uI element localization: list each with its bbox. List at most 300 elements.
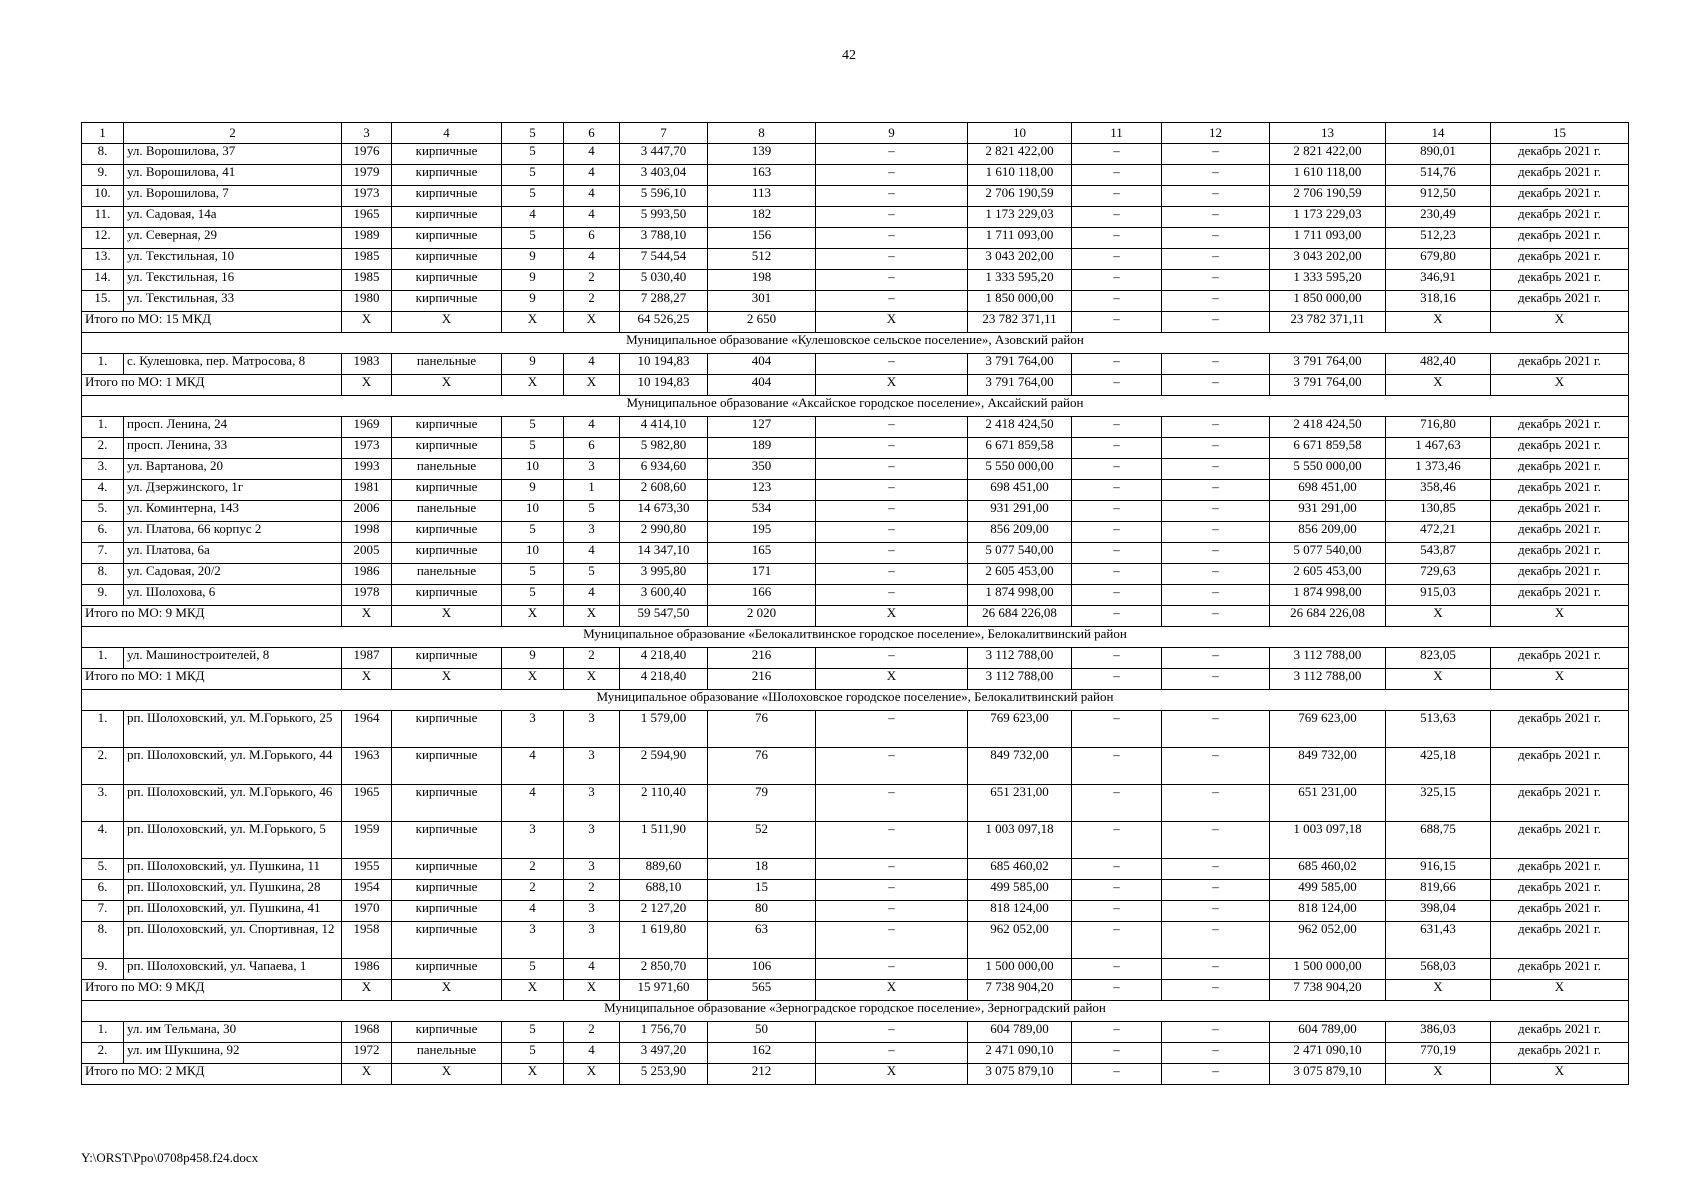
- table-cell: –: [1072, 922, 1162, 959]
- table-row: [82, 748, 1629, 785]
- table-cell: 472,21: [1386, 522, 1491, 543]
- table-cell: 2 110,40: [620, 785, 708, 822]
- address-cell: ул. Садовая, 14а: [124, 207, 342, 228]
- table-cell: –: [816, 901, 968, 922]
- table-cell: 10: [502, 501, 564, 522]
- table-cell: 1.: [82, 711, 124, 748]
- table-cell: 1987: [342, 648, 392, 669]
- section-row: [82, 333, 1629, 354]
- table-cell: 3: [564, 748, 620, 785]
- total-cell: 3 075 879,10: [1270, 1064, 1386, 1085]
- table-row: [82, 144, 1629, 165]
- table-cell: –: [1072, 291, 1162, 312]
- total-cell: 3 112 788,00: [968, 669, 1072, 690]
- table-cell: 5: [502, 1043, 564, 1064]
- table-cell: 1998: [342, 522, 392, 543]
- table-cell: –: [1162, 1022, 1270, 1043]
- table-cell: 819,66: [1386, 880, 1491, 901]
- total-cell: X: [564, 606, 620, 627]
- page-number: 42: [842, 48, 856, 63]
- table-cell: 1983: [342, 354, 392, 375]
- table-cell: 1 579,00: [620, 711, 708, 748]
- table-cell: 2 821 422,00: [1270, 144, 1386, 165]
- table-cell: 915,03: [1386, 585, 1491, 606]
- header-cell: 9: [816, 123, 968, 144]
- section-title: Муниципальное образование «Кулешовское сельское поселение», Азовский район: [82, 333, 1629, 354]
- table-cell: кирпичные: [392, 480, 502, 501]
- table-cell: 14 673,30: [620, 501, 708, 522]
- table-cell: декабрь 2021 г.: [1491, 859, 1629, 880]
- table-cell: 5 982,80: [620, 438, 708, 459]
- address-cell: ул. Ворошилова, 41: [124, 165, 342, 186]
- address-cell: ул. им Тельмана, 30: [124, 1022, 342, 1043]
- housing-table: [81, 122, 1629, 1085]
- table-cell: –: [1072, 270, 1162, 291]
- table-cell: 890,01: [1386, 144, 1491, 165]
- table-cell: 4: [502, 901, 564, 922]
- table-cell: 5: [502, 417, 564, 438]
- table-cell: 6 671 859,58: [968, 438, 1072, 459]
- total-cell: X: [1491, 375, 1629, 396]
- table-cell: –: [1072, 522, 1162, 543]
- table-cell: –: [1072, 249, 1162, 270]
- table-cell: 3 112 788,00: [968, 648, 1072, 669]
- table-cell: 4: [564, 417, 620, 438]
- table-cell: –: [1072, 207, 1162, 228]
- table-cell: 5: [564, 564, 620, 585]
- table-cell: –: [1162, 711, 1270, 748]
- table-row: [82, 1043, 1629, 1064]
- table-cell: 5 030,40: [620, 270, 708, 291]
- address-cell: рп. Шолоховский, ул. Спортивная, 12: [124, 922, 342, 959]
- table-cell: 2.: [82, 438, 124, 459]
- table-cell: 5: [502, 165, 564, 186]
- table-cell: 716,80: [1386, 417, 1491, 438]
- total-cell: X: [342, 1064, 392, 1085]
- table-cell: кирпичные: [392, 880, 502, 901]
- table-cell: –: [1162, 822, 1270, 859]
- table-cell: 15.: [82, 291, 124, 312]
- table-cell: 931 291,00: [1270, 501, 1386, 522]
- table-cell: 165: [708, 543, 816, 564]
- total-row: [82, 980, 1629, 1001]
- total-label: Итого по МО: 15 МКД: [82, 312, 342, 333]
- table-cell: 685 460,02: [968, 859, 1072, 880]
- table-cell: 8.: [82, 144, 124, 165]
- table-cell: –: [1162, 249, 1270, 270]
- table-cell: 2: [564, 880, 620, 901]
- table-cell: 4: [564, 165, 620, 186]
- table-cell: 10: [502, 459, 564, 480]
- table-cell: панельные: [392, 459, 502, 480]
- table-cell: 1 173 229,03: [968, 207, 1072, 228]
- address-cell: ул. Машиностроителей, 8: [124, 648, 342, 669]
- total-cell: X: [502, 669, 564, 690]
- table-cell: 3 403,04: [620, 165, 708, 186]
- table-cell: 849 732,00: [968, 748, 1072, 785]
- total-cell: 2 020: [708, 606, 816, 627]
- table-row: [82, 785, 1629, 822]
- table-cell: панельные: [392, 354, 502, 375]
- table-cell: 1 619,80: [620, 922, 708, 959]
- table-row: [82, 438, 1629, 459]
- table-cell: –: [816, 711, 968, 748]
- table-cell: 5: [502, 1022, 564, 1043]
- table-cell: 318,16: [1386, 291, 1491, 312]
- table-cell: 1965: [342, 785, 392, 822]
- table-cell: кирпичные: [392, 585, 502, 606]
- section-row: [82, 627, 1629, 648]
- total-cell: X: [1491, 1064, 1629, 1085]
- table-cell: 4.: [82, 822, 124, 859]
- section-title: Муниципальное образование «Зерноградское городское поселение», Зерноградский район: [82, 1001, 1629, 1022]
- table-cell: 5: [502, 186, 564, 207]
- table-cell: –: [1162, 186, 1270, 207]
- table-cell: –: [1072, 785, 1162, 822]
- table-cell: –: [1072, 459, 1162, 480]
- table-cell: 113: [708, 186, 816, 207]
- table-row: [82, 959, 1629, 980]
- table-cell: 4 414,10: [620, 417, 708, 438]
- table-cell: –: [816, 648, 968, 669]
- address-cell: ул. Платова, 66 корпус 2: [124, 522, 342, 543]
- table-cell: –: [1072, 501, 1162, 522]
- table-cell: кирпичные: [392, 522, 502, 543]
- total-cell: X: [392, 980, 502, 1001]
- total-cell: X: [564, 312, 620, 333]
- table-cell: кирпичные: [392, 438, 502, 459]
- table-cell: 2: [564, 648, 620, 669]
- table-cell: –: [1162, 880, 1270, 901]
- table-cell: 63: [708, 922, 816, 959]
- table-row: [82, 564, 1629, 585]
- table-cell: 5.: [82, 859, 124, 880]
- table-cell: декабрь 2021 г.: [1491, 822, 1629, 859]
- table-cell: 14 347,10: [620, 543, 708, 564]
- table-row: [82, 648, 1629, 669]
- table-cell: 6: [564, 438, 620, 459]
- total-cell: X: [816, 606, 968, 627]
- table-cell: 1986: [342, 564, 392, 585]
- total-cell: X: [1386, 312, 1491, 333]
- table-cell: 1970: [342, 901, 392, 922]
- total-cell: –: [1072, 1064, 1162, 1085]
- table-cell: 7 288,27: [620, 291, 708, 312]
- table-cell: 350: [708, 459, 816, 480]
- table-cell: 4: [564, 585, 620, 606]
- table-cell: –: [1072, 748, 1162, 785]
- table-cell: 3: [502, 822, 564, 859]
- table-cell: декабрь 2021 г.: [1491, 711, 1629, 748]
- table-cell: 513,63: [1386, 711, 1491, 748]
- table-cell: –: [816, 165, 968, 186]
- table-cell: 76: [708, 711, 816, 748]
- table-row: [82, 165, 1629, 186]
- total-cell: X: [564, 669, 620, 690]
- table-cell: 2 608,60: [620, 480, 708, 501]
- table-cell: 182: [708, 207, 816, 228]
- table-cell: декабрь 2021 г.: [1491, 1043, 1629, 1064]
- table-cell: 230,49: [1386, 207, 1491, 228]
- table-cell: –: [1162, 859, 1270, 880]
- table-cell: кирпичные: [392, 859, 502, 880]
- address-cell: ул. Садовая, 20/2: [124, 564, 342, 585]
- table-cell: –: [1072, 648, 1162, 669]
- section-title: Муниципальное образование «Белокалитвинское городское поселение», Белокалитвинский район: [82, 627, 1629, 648]
- table-cell: –: [816, 291, 968, 312]
- table-cell: 3 447,70: [620, 144, 708, 165]
- table-cell: –: [816, 564, 968, 585]
- table-cell: 18: [708, 859, 816, 880]
- table-cell: 1.: [82, 1022, 124, 1043]
- table-cell: 9.: [82, 165, 124, 186]
- table-cell: –: [816, 480, 968, 501]
- table-cell: 1973: [342, 438, 392, 459]
- address-cell: рп. Шолоховский, ул. Чапаева, 1: [124, 959, 342, 980]
- table-cell: 9: [502, 291, 564, 312]
- table-cell: 1 511,90: [620, 822, 708, 859]
- table-cell: 2 706 190,59: [1270, 186, 1386, 207]
- total-cell: X: [1491, 312, 1629, 333]
- table-cell: –: [816, 438, 968, 459]
- table-cell: декабрь 2021 г.: [1491, 880, 1629, 901]
- table-cell: –: [1162, 480, 1270, 501]
- table-cell: –: [816, 228, 968, 249]
- table-cell: 4: [564, 543, 620, 564]
- table-cell: 4: [564, 354, 620, 375]
- table-cell: 1985: [342, 270, 392, 291]
- table-cell: –: [816, 522, 968, 543]
- address-cell: с. Кулешовка, пер. Матросова, 8: [124, 354, 342, 375]
- table-row: [82, 901, 1629, 922]
- header-cell: 13: [1270, 123, 1386, 144]
- table-cell: кирпичные: [392, 291, 502, 312]
- table-cell: –: [1072, 880, 1162, 901]
- total-cell: X: [392, 375, 502, 396]
- table-cell: 3 788,10: [620, 228, 708, 249]
- table-cell: 166: [708, 585, 816, 606]
- table-cell: 3: [564, 922, 620, 959]
- table-cell: 2 594,90: [620, 748, 708, 785]
- table-cell: 3: [564, 901, 620, 922]
- table-cell: 5: [502, 144, 564, 165]
- total-cell: –: [1162, 1064, 1270, 1085]
- table-cell: –: [1162, 459, 1270, 480]
- total-cell: 23 782 371,11: [968, 312, 1072, 333]
- table-cell: –: [1162, 228, 1270, 249]
- footer-file-path: Y:\ORST\Ppo\0708p458.f24.docx: [81, 1150, 259, 1165]
- table-cell: –: [1072, 1043, 1162, 1064]
- table-cell: –: [1162, 522, 1270, 543]
- table-cell: 604 789,00: [1270, 1022, 1386, 1043]
- table-cell: 3: [564, 711, 620, 748]
- table-cell: 1.: [82, 417, 124, 438]
- table-cell: 9: [502, 648, 564, 669]
- table-cell: 2 605 453,00: [968, 564, 1072, 585]
- total-cell: X: [502, 606, 564, 627]
- address-cell: рп. Шолоховский, ул. М.Горького, 44: [124, 748, 342, 785]
- table-cell: 4: [564, 207, 620, 228]
- table-cell: –: [1162, 207, 1270, 228]
- section-row: [82, 396, 1629, 417]
- table-cell: 3: [502, 711, 564, 748]
- table-cell: 3: [564, 859, 620, 880]
- table-cell: 1 333 595,20: [1270, 270, 1386, 291]
- table-cell: 6: [564, 228, 620, 249]
- table-cell: кирпичные: [392, 648, 502, 669]
- total-label: Итого по МО: 2 МКД: [82, 1064, 342, 1085]
- table-row: [82, 585, 1629, 606]
- total-cell: X: [564, 375, 620, 396]
- address-cell: рп. Шолоховский, ул. М.Горького, 46: [124, 785, 342, 822]
- table-row: [82, 859, 1629, 880]
- table-cell: –: [1162, 417, 1270, 438]
- table-cell: 325,15: [1386, 785, 1491, 822]
- table-cell: 50: [708, 1022, 816, 1043]
- table-cell: 1.: [82, 648, 124, 669]
- table-cell: –: [1162, 291, 1270, 312]
- total-cell: –: [1072, 312, 1162, 333]
- table-cell: 7 544,54: [620, 249, 708, 270]
- table-cell: –: [1072, 859, 1162, 880]
- table-cell: –: [816, 880, 968, 901]
- table-cell: 534: [708, 501, 816, 522]
- table-row: [82, 354, 1629, 375]
- table-cell: 2 418 424,50: [968, 417, 1072, 438]
- table-cell: –: [816, 1043, 968, 1064]
- table-cell: 2 850,70: [620, 959, 708, 980]
- table-cell: 9: [502, 354, 564, 375]
- table-cell: кирпичные: [392, 186, 502, 207]
- table-cell: 5 993,50: [620, 207, 708, 228]
- table-cell: 889,60: [620, 859, 708, 880]
- table-row: [82, 207, 1629, 228]
- table-cell: кирпичные: [392, 901, 502, 922]
- total-cell: X: [502, 375, 564, 396]
- table-cell: 2: [564, 291, 620, 312]
- table-cell: 651 231,00: [1270, 785, 1386, 822]
- table-cell: кирпичные: [392, 922, 502, 959]
- table-cell: –: [816, 785, 968, 822]
- table-cell: 962 052,00: [1270, 922, 1386, 959]
- table-cell: 10.: [82, 186, 124, 207]
- table-cell: 4: [564, 959, 620, 980]
- table-cell: 1963: [342, 748, 392, 785]
- table-row: [82, 543, 1629, 564]
- table-cell: 499 585,00: [1270, 880, 1386, 901]
- table-cell: кирпичные: [392, 165, 502, 186]
- table-cell: 3: [502, 922, 564, 959]
- table-cell: 3: [564, 785, 620, 822]
- total-cell: X: [1491, 606, 1629, 627]
- table-row: [82, 249, 1629, 270]
- total-row: [82, 606, 1629, 627]
- total-cell: 23 782 371,11: [1270, 312, 1386, 333]
- total-cell: 64 526,25: [620, 312, 708, 333]
- table-cell: 4: [502, 748, 564, 785]
- table-cell: 916,15: [1386, 859, 1491, 880]
- table-cell: 1964: [342, 711, 392, 748]
- table-row: [82, 417, 1629, 438]
- table-cell: –: [816, 859, 968, 880]
- table-cell: панельные: [392, 1043, 502, 1064]
- header-cell: 4: [392, 123, 502, 144]
- table-cell: –: [816, 748, 968, 785]
- table-cell: кирпичные: [392, 249, 502, 270]
- table-row: [82, 186, 1629, 207]
- table-cell: –: [816, 959, 968, 980]
- table-cell: 10: [502, 543, 564, 564]
- total-cell: –: [1162, 375, 1270, 396]
- total-row: [82, 375, 1629, 396]
- table-cell: 2 990,80: [620, 522, 708, 543]
- table-cell: 398,04: [1386, 901, 1491, 922]
- table-cell: 6.: [82, 880, 124, 901]
- table-cell: декабрь 2021 г.: [1491, 291, 1629, 312]
- total-cell: 2 650: [708, 312, 816, 333]
- table-cell: 769 623,00: [968, 711, 1072, 748]
- table-cell: 76: [708, 748, 816, 785]
- address-cell: рп. Шолоховский, ул. Пушкина, 11: [124, 859, 342, 880]
- table-cell: 15: [708, 880, 816, 901]
- table-cell: 195: [708, 522, 816, 543]
- table-cell: 962 052,00: [968, 922, 1072, 959]
- table-cell: 1979: [342, 165, 392, 186]
- table-cell: 1980: [342, 291, 392, 312]
- table-cell: –: [1162, 144, 1270, 165]
- address-cell: рп. Шолоховский, ул. Пушкина, 41: [124, 901, 342, 922]
- table-cell: декабрь 2021 г.: [1491, 785, 1629, 822]
- table-body: [82, 123, 1629, 1085]
- table-cell: 2 706 190,59: [968, 186, 1072, 207]
- header-cell: 7: [620, 123, 708, 144]
- address-cell: ул. Коминтерна, 143: [124, 501, 342, 522]
- table-cell: 818 124,00: [968, 901, 1072, 922]
- address-cell: ул. Дзержинского, 1г: [124, 480, 342, 501]
- table-cell: 1 874 998,00: [968, 585, 1072, 606]
- table-cell: 1972: [342, 1043, 392, 1064]
- table-cell: кирпичные: [392, 417, 502, 438]
- table-cell: 3 995,80: [620, 564, 708, 585]
- table-cell: 1955: [342, 859, 392, 880]
- address-cell: ул. Платова, 6а: [124, 543, 342, 564]
- table-cell: 4: [564, 249, 620, 270]
- table-cell: –: [1162, 748, 1270, 785]
- header-cell: 8: [708, 123, 816, 144]
- address-cell: просп. Ленина, 33: [124, 438, 342, 459]
- table-cell: 698 451,00: [1270, 480, 1386, 501]
- table-row: [82, 922, 1629, 959]
- table-cell: 2 471 090,10: [1270, 1043, 1386, 1064]
- table-cell: 404: [708, 354, 816, 375]
- address-cell: ул. Вартанова, 20: [124, 459, 342, 480]
- header-cell: 5: [502, 123, 564, 144]
- table-cell: декабрь 2021 г.: [1491, 922, 1629, 959]
- table-cell: 52: [708, 822, 816, 859]
- table-cell: 1.: [82, 354, 124, 375]
- table-cell: 358,46: [1386, 480, 1491, 501]
- address-cell: ул. Текстильная, 33: [124, 291, 342, 312]
- header-cell: 3: [342, 123, 392, 144]
- table-cell: 80: [708, 901, 816, 922]
- total-label: Итого по МО: 1 МКД: [82, 669, 342, 690]
- table-cell: декабрь 2021 г.: [1491, 543, 1629, 564]
- table-cell: 106: [708, 959, 816, 980]
- table-cell: –: [1072, 1022, 1162, 1043]
- table-cell: 4: [502, 207, 564, 228]
- table-cell: 1986: [342, 959, 392, 980]
- table-cell: кирпичные: [392, 748, 502, 785]
